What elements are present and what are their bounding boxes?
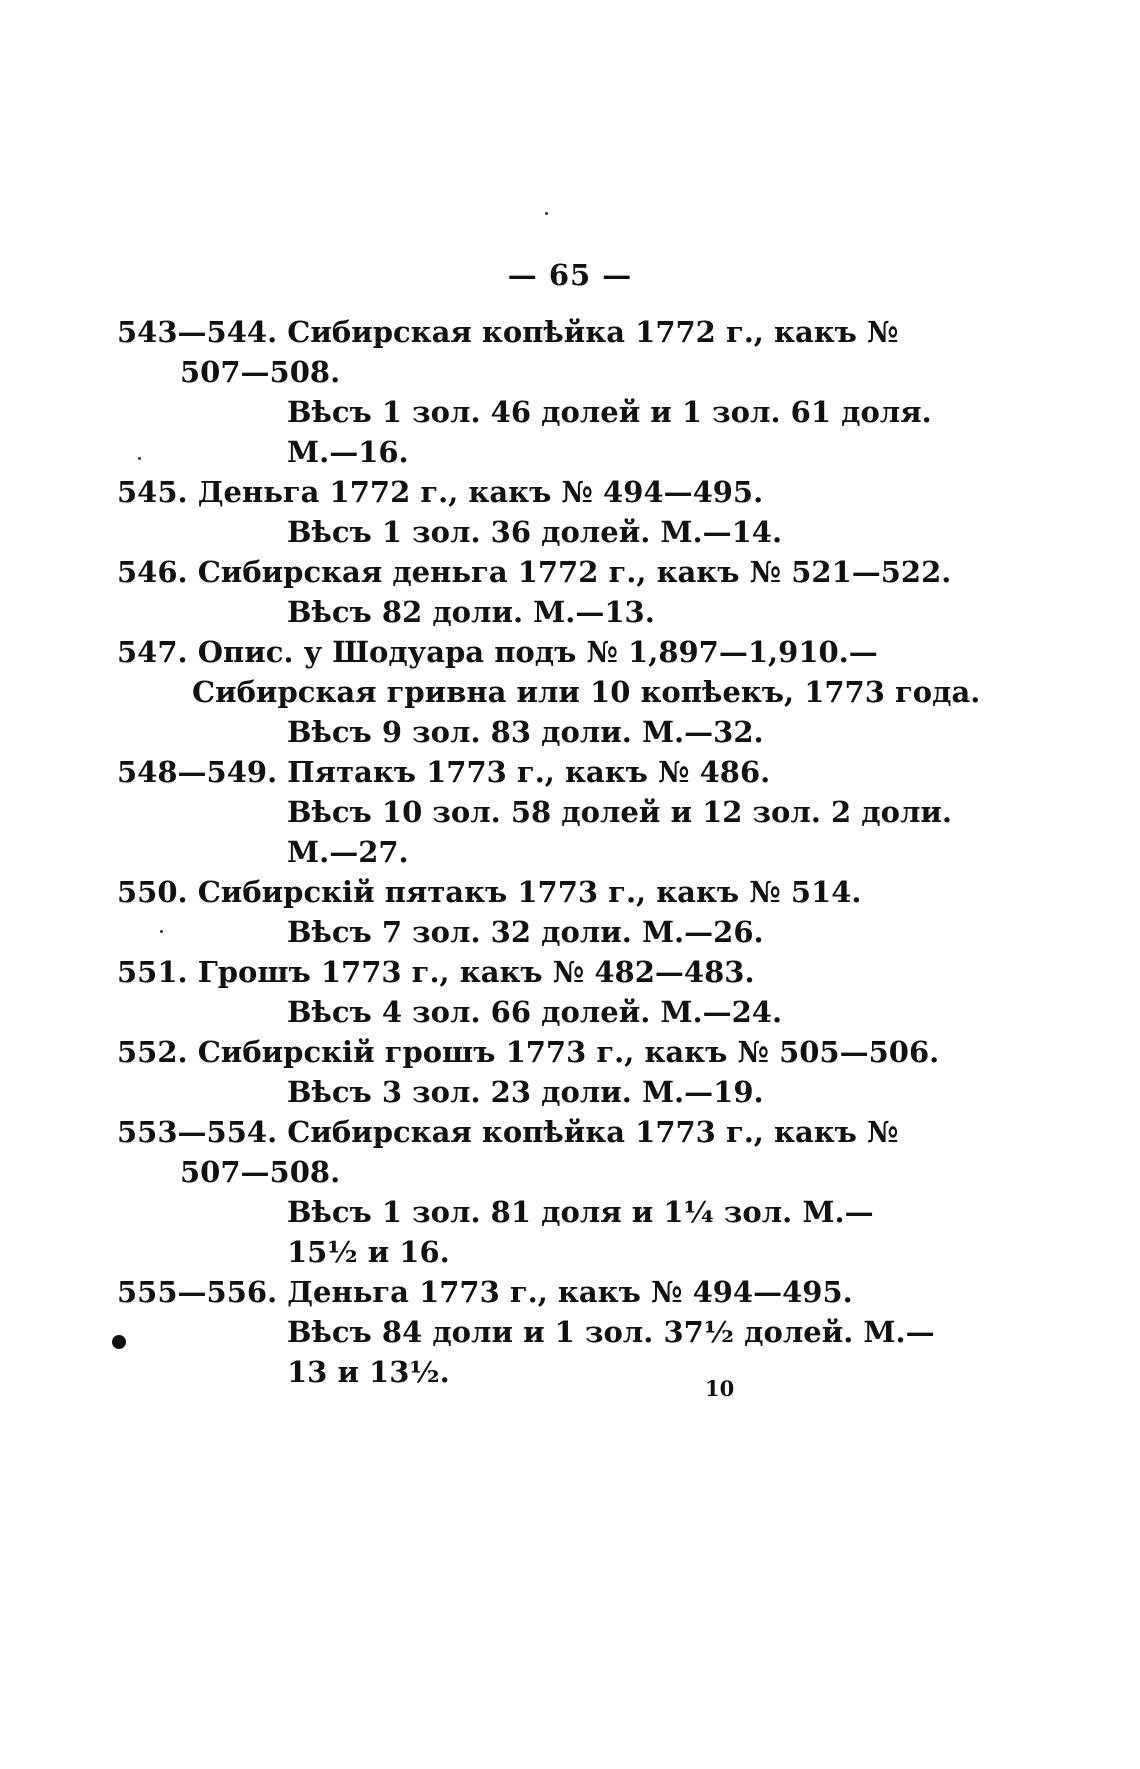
weight-line: 13 и 13½. [287,1355,450,1389]
entry-heading-line: 552. Сибирскій грошъ 1773 г., какъ № 505—506. [117,1035,940,1069]
entry-heading-line: 555—556. Деньга 1773 г., какъ № 494—495. [117,1275,853,1309]
entry-heading-line: 543—544. Сибирская копѣйка 1772 г., какъ № [117,315,899,349]
entry-continuation-line: Сибирская гривна или 10 копѣекъ, 1773 года. [192,675,981,709]
weight-line: Вѣсъ 1 зол. 46 долей и 1 зол. 61 доля. [287,395,932,429]
ink-speck [138,457,141,460]
weight-line: Вѣсъ 82 доли. М.—13. [287,595,655,629]
entry-heading-line: 547. Опис. у Шодуара подъ № 1,897—1,910.— [117,635,878,669]
entry-heading-line: 546. Сибирская деньга 1772 г., какъ № 521—522. [117,555,952,589]
ink-speck [160,930,163,933]
catalog-entry [117,312,932,472]
ink-speck [545,212,548,215]
entry-continuation-line: 507—508. [180,355,341,389]
catalog-entry [117,1112,899,1272]
catalog-entry [117,632,981,752]
weight-line: Вѣсъ 10 зол. 58 долей и 12 зол. 2 доли. [287,795,953,829]
weight-line: Вѣсъ 9 зол. 83 доли. М.—32. [287,715,764,749]
weight-line: М.—16. [287,435,409,469]
weight-line: Вѣсъ 4 зол. 66 долей. М.—24. [287,995,783,1029]
catalog-entry [117,1272,935,1392]
weight-line: Вѣсъ 7 зол. 32 доли. М.—26. [287,915,764,949]
weight-line: Вѣсъ 1 зол. 36 долей. М.—14. [287,515,783,549]
weight-line: Вѣсъ 3 зол. 23 доли. М.—19. [287,1075,764,1109]
entry-heading-line: 545. Деньга 1772 г., какъ № 494—495. [117,475,764,509]
entry-heading-line: 550. Сибирскій пятакъ 1773 г., какъ № 514. [117,875,862,909]
entry-heading-line: 551. Грошъ 1773 г., какъ № 482—483. [117,955,755,989]
running-head: — 65 — [507,258,633,292]
catalog-entries [117,312,981,1392]
catalog-entry [117,952,807,1032]
signature-mark: 10 [705,1376,735,1401]
weight-line: Вѣсъ 1 зол. 81 доля и 1¼ зол. М.— [287,1195,874,1229]
entry-heading-line: 553—554. Сибирская копѣйка 1773 г., какъ № [117,1115,899,1149]
entry-continuation-line: 507—508. [180,1155,341,1189]
weight-line: 15½ и 16. [287,1235,450,1269]
catalog-entry [117,552,952,632]
ink-blot [112,1335,126,1349]
weight-line: М.—27. [287,835,409,869]
catalog-entry [117,1032,940,1112]
catalog-entry [117,752,953,872]
catalog-entry [117,872,862,952]
weight-line: Вѣсъ 84 доли и 1 зол. 37½ долей. М.— [287,1315,935,1349]
entry-heading-line: 548—549. Пятакъ 1773 г., какъ № 486. [117,755,771,789]
catalog-entry [117,472,807,552]
